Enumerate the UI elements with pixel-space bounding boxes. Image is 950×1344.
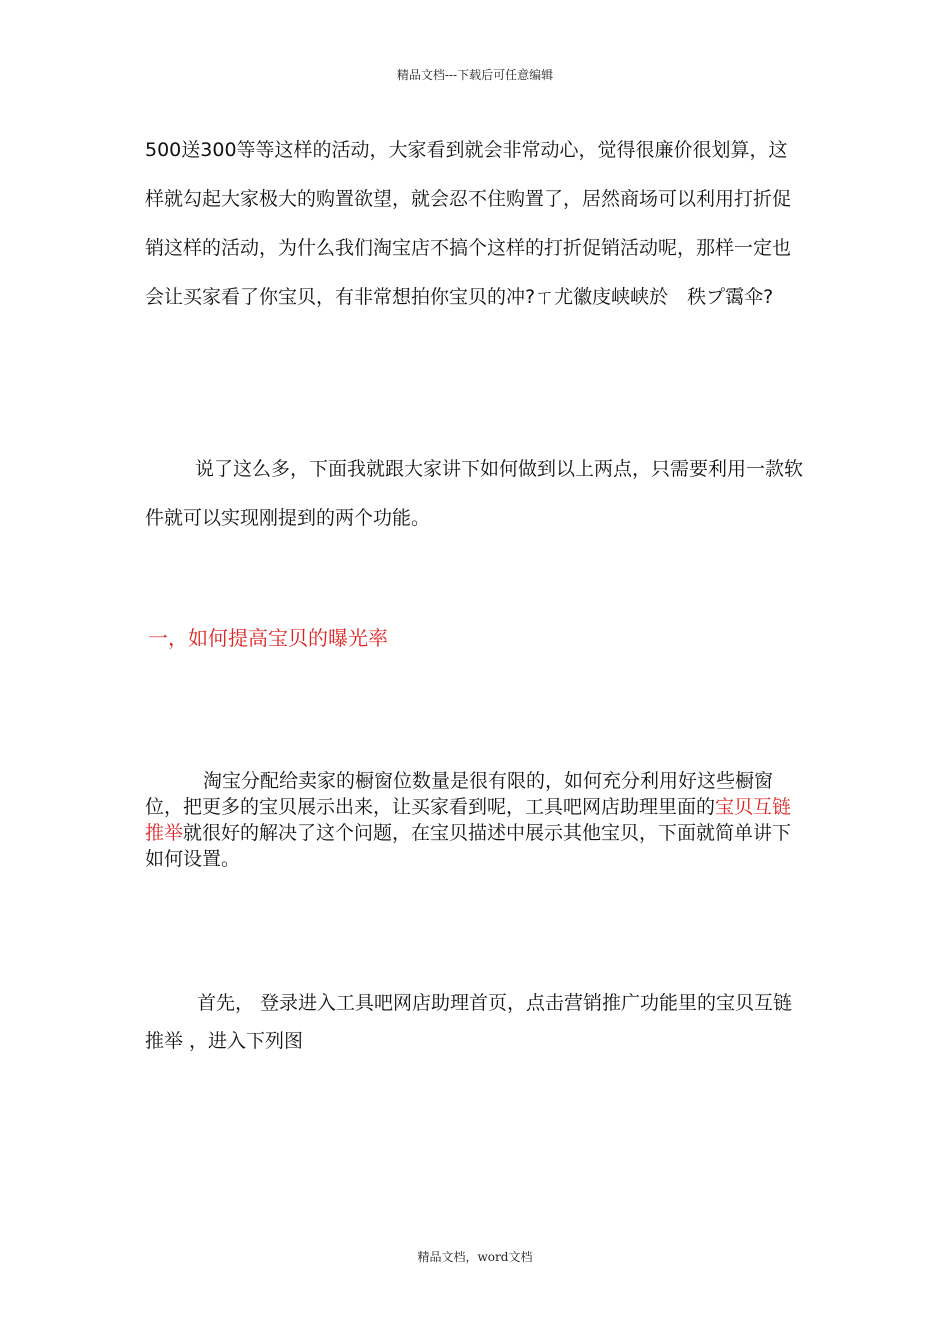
paragraph-3-text-before: 淘宝分配给卖家的橱窗位数量是很有限的，如何充分利用好这些橱窗位，把更多的宝贝展示出来，让买家看到呢，工具吧网店助理里面的 (145, 770, 774, 818)
page-header: 精品文档---下载后可任意编辑 (396, 68, 554, 82)
paragraph-4-text: 首先， 登录进入工具吧网店助理首页，点击营销推广功能里的宝贝互链推举 ，进入下列图 (145, 992, 793, 1052)
body-paragraph-1: 500送300等等这样的活动，大家看到就会非常动心，觉得很廉价很划算，这样就勾起大家极大的购置欲望，就会忍不住购置了，居然商场可以利用打折促销这样的活动，为什么我们淘宝店不搞个这样的打折促销活动呢，那样一定也会让买家看了你宝贝，有非常想拍你宝贝的冲?ㄒ尤徽庋峡峡於 秩プ霭伞? (145, 139, 792, 308)
paragraph-3-text-after: 就很好的解决了这个问题，在宝贝描述中展示其他宝贝，下面就简单讲下如何设置。 (145, 822, 792, 870)
body-paragraph-3 (145, 768, 810, 872)
body-paragraph-4 (145, 984, 810, 1060)
section-heading: 一，如何提高宝贝的曝光率 (148, 626, 388, 650)
highlighted-feature-name: 宝贝互链推举 (145, 796, 792, 844)
body-paragraph-2: 说了这么多，下面我就跟大家讲下如何做到以上两点，只需要利用一款软件就可以实现刚提到的两个功能。 (145, 458, 804, 529)
page-footer: 精品文档，word文档 (417, 1250, 533, 1264)
